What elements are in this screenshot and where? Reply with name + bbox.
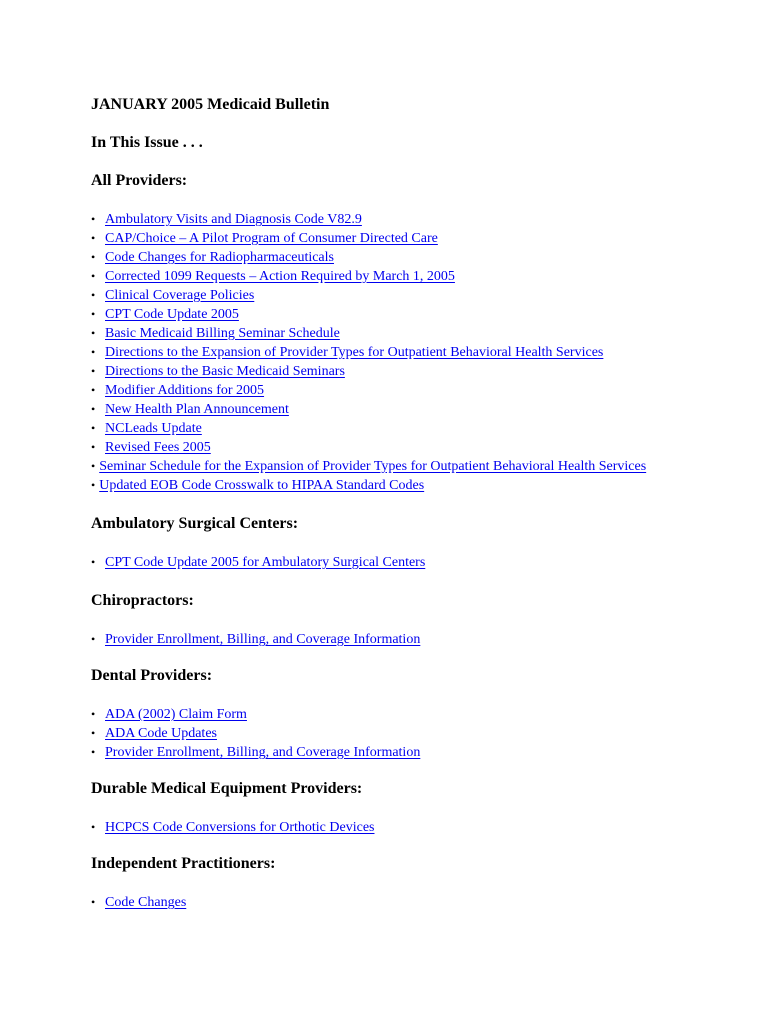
article-link[interactable]: Basic Medicaid Billing Seminar Schedule [105, 326, 340, 341]
bullet-icon: • [91, 345, 96, 359]
list-item [91, 438, 731, 457]
article-link[interactable]: HCPCS Code Conversions for Orthotic Devices [105, 820, 375, 835]
article-link[interactable]: New Health Plan Announcement [105, 402, 289, 417]
article-link[interactable]: Directions to the Expansion of Provider Types for Outpatient Behavioral Health Services [105, 345, 604, 360]
section-heading: Dental Providers: [91, 667, 213, 684]
bullet-icon: • [91, 820, 96, 834]
section-chiropractors [91, 592, 731, 649]
bullet-icon: • [91, 478, 96, 492]
section-heading: Ambulatory Surgical Centers: [91, 515, 299, 532]
list-item [91, 419, 731, 438]
list-item [91, 267, 731, 286]
article-link[interactable]: Seminar Schedule for the Expansion of Provider Types for Outpatient Behavioral Health Services [99, 459, 647, 474]
section-durable-medical-equipment-providers [91, 780, 731, 837]
article-link[interactable]: ADA (2002) Claim Form [105, 707, 247, 722]
section-ambulatory-surgical-centers [91, 515, 731, 572]
list-item [91, 305, 731, 324]
article-link[interactable]: CAP/Choice – A Pilot Program of Consumer Directed Care [105, 231, 438, 246]
article-link[interactable]: Corrected 1099 Requests – Action Required by March 1, 2005 [105, 269, 455, 284]
section-heading: Durable Medical Equipment Providers: [91, 780, 363, 797]
link-list [91, 705, 731, 762]
bullet-icon: • [91, 269, 96, 283]
list-item [91, 210, 731, 229]
article-link[interactable]: NCLeads Update [105, 421, 202, 436]
article-link[interactable]: Revised Fees 2005 [105, 440, 211, 455]
list-item [91, 286, 731, 305]
bullet-icon: • [91, 555, 96, 569]
article-link[interactable]: Clinical Coverage Policies [105, 288, 255, 303]
section-independent-practitioners [91, 855, 731, 912]
link-list [91, 818, 731, 837]
article-link[interactable]: Updated EOB Code Crosswalk to HIPAA Standard Codes [99, 478, 425, 493]
bullet-icon: • [91, 383, 96, 397]
page-title: JANUARY 2005 Medicaid Bulletin [91, 96, 330, 113]
list-item [91, 248, 731, 267]
bullet-icon: • [91, 745, 96, 759]
article-link[interactable]: ADA Code Updates [105, 726, 217, 741]
article-link[interactable]: Code Changes for Radiopharmaceuticals [105, 250, 334, 265]
bullet-icon: • [91, 402, 96, 416]
link-list [91, 630, 731, 649]
article-link[interactable]: Ambulatory Visits and Diagnosis Code V82.9 [105, 212, 362, 227]
list-item [91, 229, 731, 248]
link-list [91, 553, 731, 572]
article-link[interactable]: CPT Code Update 2005 [105, 307, 239, 322]
article-link[interactable]: Modifier Additions for 2005 [105, 383, 265, 398]
list-item [91, 893, 731, 912]
bullet-icon: • [91, 895, 96, 909]
section-heading: Chiropractors: [91, 592, 194, 609]
article-link[interactable]: Code Changes [105, 895, 187, 910]
article-link[interactable]: Provider Enrollment, Billing, and Coverage Information [105, 745, 421, 760]
list-item [91, 705, 731, 724]
list-item [91, 743, 731, 762]
bullet-icon: • [91, 326, 96, 340]
list-item [91, 818, 731, 837]
bullet-icon: • [91, 707, 96, 721]
list-item [91, 630, 731, 649]
list-item [91, 381, 731, 400]
link-list [91, 893, 731, 912]
bulletin-page [91, 96, 731, 912]
list-item [91, 400, 731, 419]
list-item [91, 343, 731, 362]
section-heading: Independent Practitioners: [91, 855, 276, 872]
bullet-icon: • [91, 632, 96, 646]
link-list [91, 210, 731, 495]
article-link[interactable]: Provider Enrollment, Billing, and Coverage Information [105, 632, 421, 647]
list-item [91, 324, 731, 343]
bullet-icon: • [91, 421, 96, 435]
intro-heading: In This Issue . . . [91, 134, 203, 151]
list-item [91, 476, 731, 495]
article-link[interactable]: Directions to the Basic Medicaid Seminars [105, 364, 345, 379]
bullet-icon: • [91, 231, 96, 245]
bullet-icon: • [91, 307, 96, 321]
bullet-icon: • [91, 726, 96, 740]
list-item [91, 362, 731, 381]
list-item [91, 457, 651, 476]
bullet-icon: • [91, 459, 96, 473]
bullet-icon: • [91, 440, 96, 454]
list-item [91, 724, 731, 743]
section-all-providers [91, 172, 731, 495]
section-heading: All Providers: [91, 172, 188, 189]
section-dental-providers [91, 667, 731, 762]
list-item [91, 553, 731, 572]
bullet-icon: • [91, 212, 96, 226]
article-link[interactable]: CPT Code Update 2005 for Ambulatory Surgical Centers [105, 555, 426, 570]
bullet-icon: • [91, 364, 96, 378]
bullet-icon: • [91, 288, 96, 302]
bullet-icon: • [91, 250, 96, 264]
